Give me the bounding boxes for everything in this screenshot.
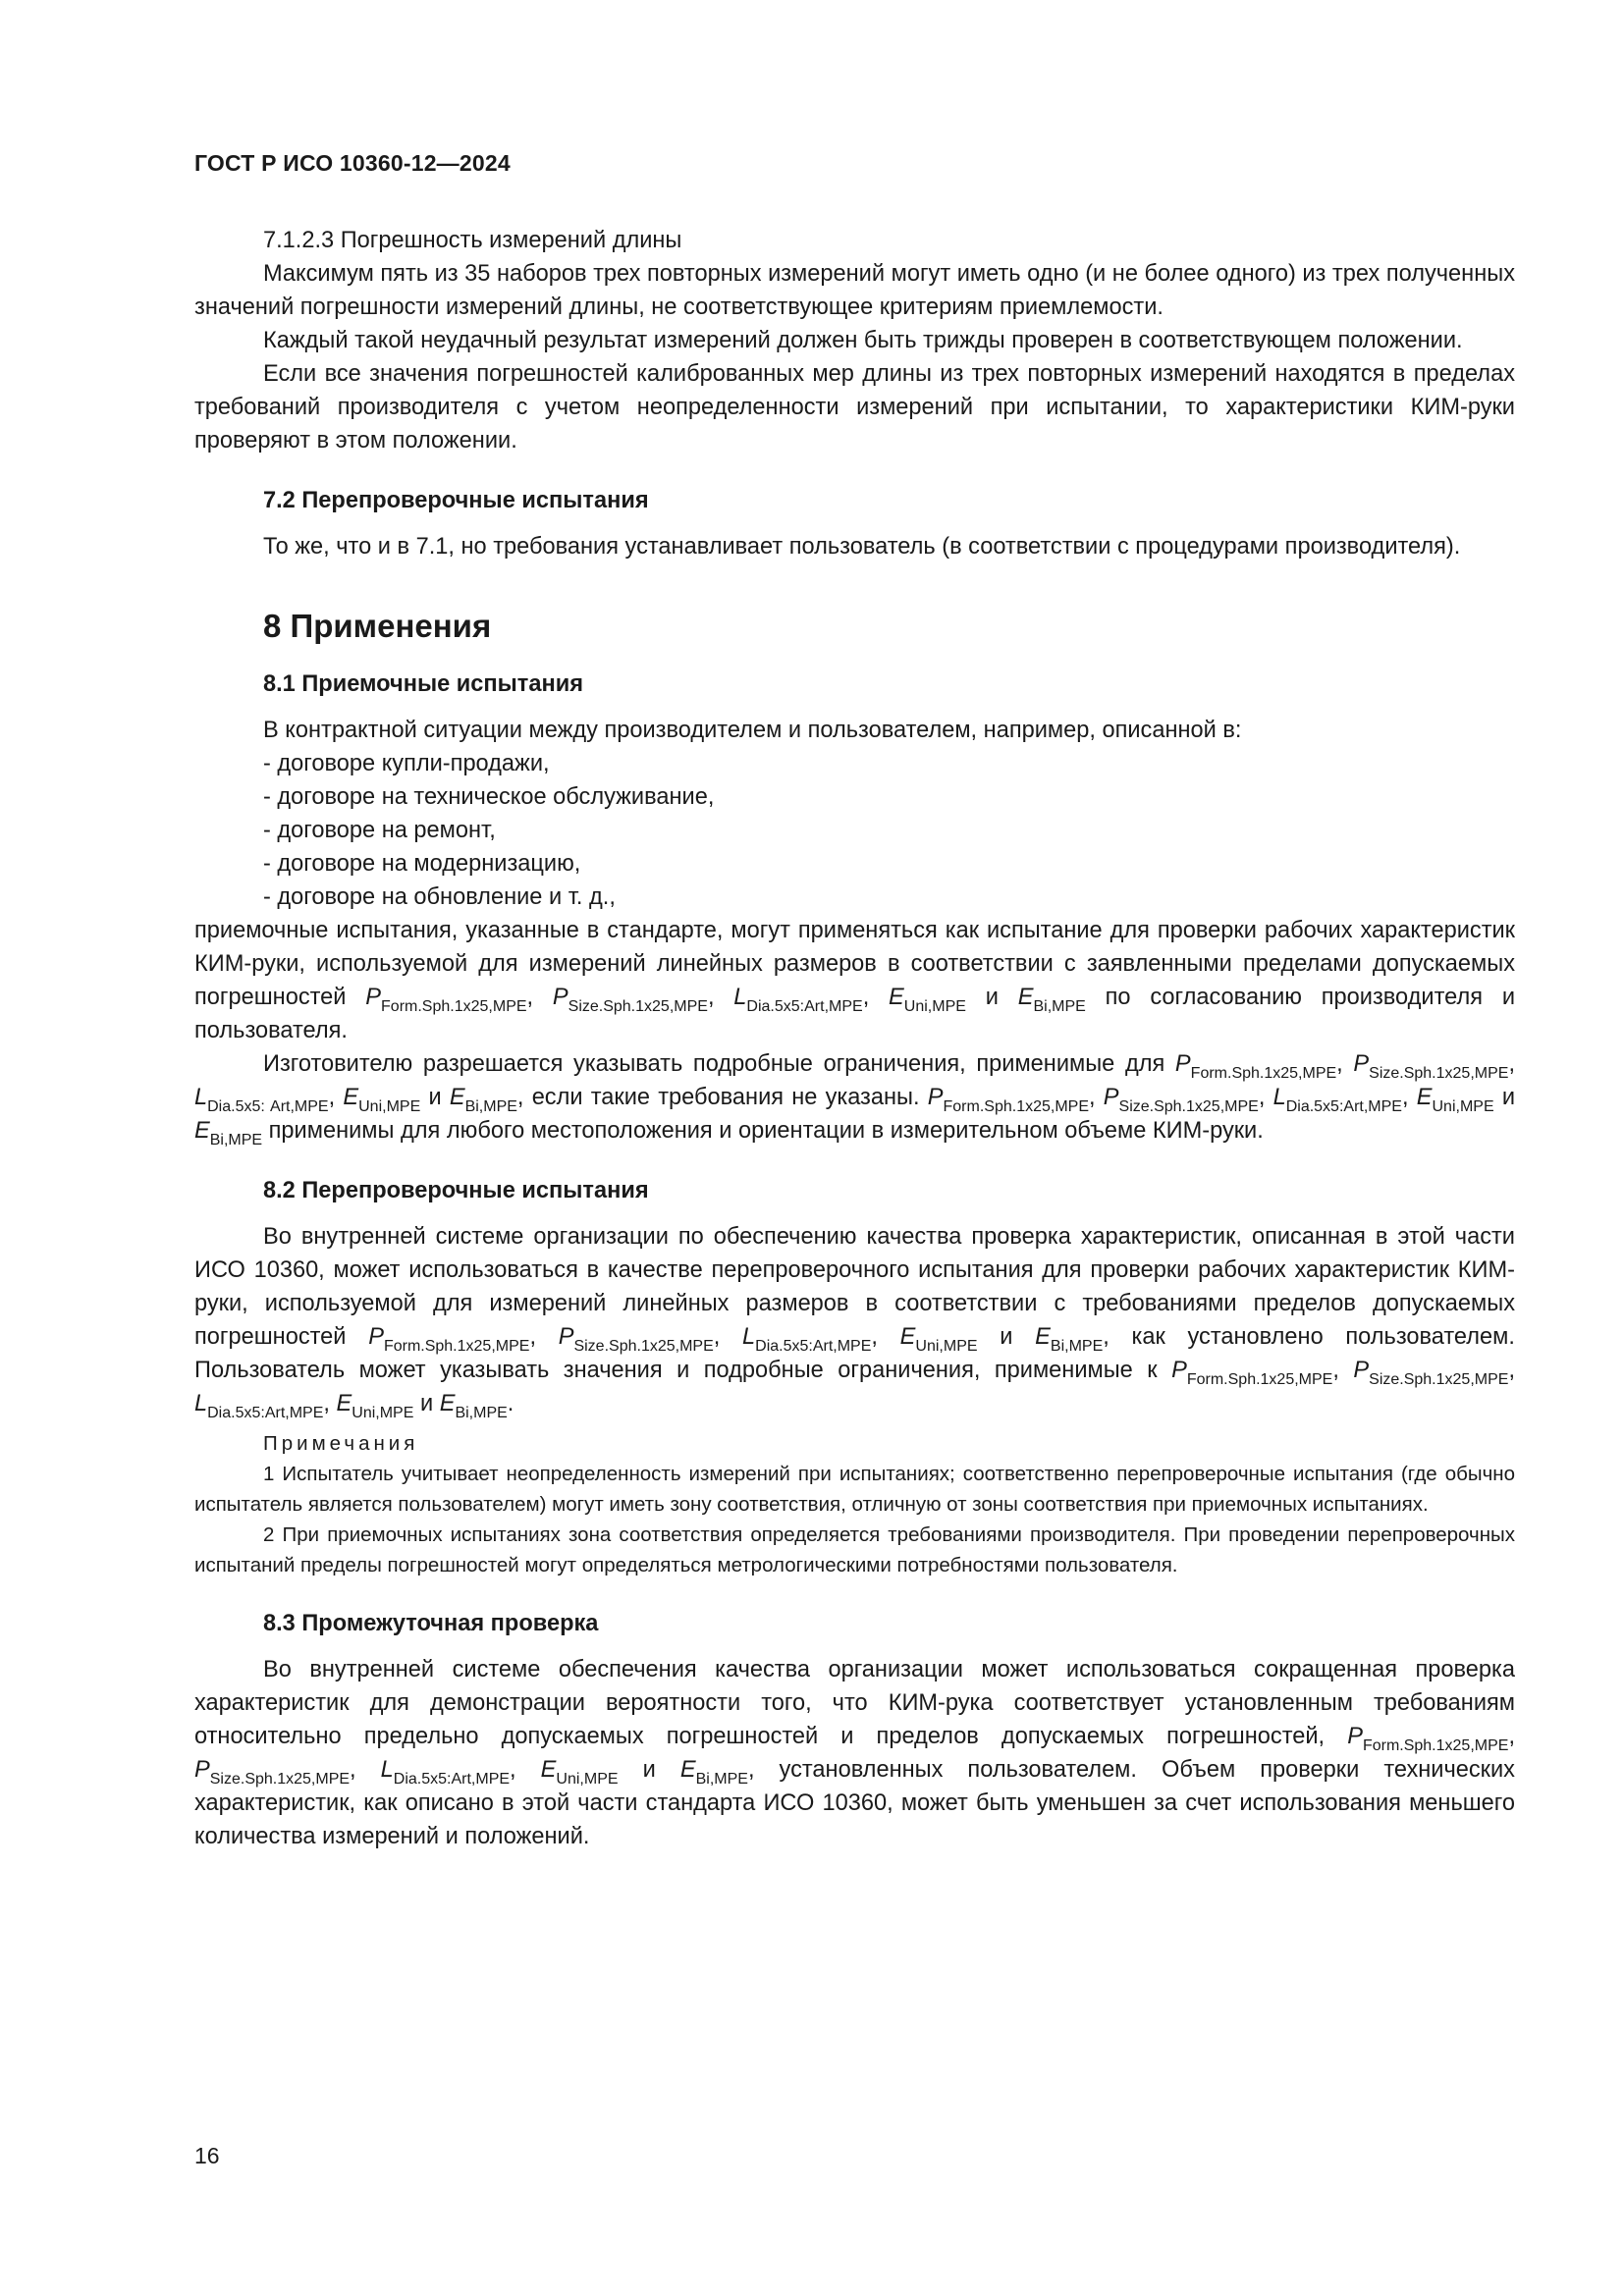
paragraph: Во внутренней системе обеспечения качества организации может использоваться сокращенная проверка характеристик для демонстрации вероятности того, что КИМ-рука соответствует установленным требованиям относительно предельно допускаемых погрешностей и пределов допускаемых погрешностей, $P_{Form.Sph.1x25,MPE}$, $P_{Size.Sph.1x25,MPE}$, $L_{Dia.5x5:Art,MPE}$, $E_{Uni,MPE}$ и $E_{Bi,MPE}$, установленных пользователем. Объем проверки технических характеристик, как описано в этой части стандарта ИСО 10360, может быть уменьшен за счет использования меньшего количества измерений и положений.	[194, 1657, 1515, 1849]
paragraph: Максимум пять из 35 наборов трех повторных измерений могут иметь одно (и не более одного) из трех полученных значений погрешности измерений длины, не соответствующее критериям приемлемости.	[194, 261, 1515, 320]
paragraph: В контрактной ситуации между производителем и пользователем, например, описанной в:	[263, 718, 1242, 743]
notes-block	[194, 1428, 1515, 1580]
section-heading-7-2: 7.2 Перепроверочные испытания	[263, 488, 649, 513]
chapter-heading-8: 8 Применения	[263, 608, 492, 644]
section-heading-8-1: 8.1 Приемочные испытания	[263, 671, 584, 697]
paragraph: Каждый такой неудачный результат измерений должен быть трижды проверен в соответствующем положении.	[263, 328, 1463, 353]
list-item: - договоре на модернизацию,	[263, 851, 581, 877]
section-heading-8-3: 8.3 Промежуточная проверка	[263, 1611, 599, 1636]
paragraph: То же, что и в 7.1, но требования устанавливает пользователь (в соответствии с процедурами производителя).	[263, 534, 1461, 560]
note-1: 1 Испытатель учитывает неопределенность измерений при испытаниях; соответственно перепроверочные испытания (где обычно испытатель является пользователем) могут иметь зону соответствия, отличную от зоны соответствия при приемочных испытаниях.	[194, 1463, 1515, 1516]
paragraph: Изготовителю разрешается указывать подробные ограничения, применимые для $P_{Form.Sph.1x25,MPE}$, $P_{Size.Sph.1x25,MPE}$, $L_{Dia.5x5: Art,MPE}$, $E_{Uni,MPE}$ и $E_{Bi,MPE}$, если такие требования не указаны. $P_{Form.Sph.1x25,MPE}$, $P_{Size.Sph.1x25,MPE}$, $L_{Dia.5x5:Art,MPE}$, $E_{Uni,MPE}$ и $E_{Bi,MPE}$ применимы для любого местоположения и ориентации в измерительном объеме КИМ-руки.	[194, 1051, 1515, 1148]
page-number: 16	[194, 2143, 220, 2168]
paragraph: Во внутренней системе организации по обеспечению качества проверка характеристик, описанная в этой части ИСО 10360, может использоваться в качестве перепроверочного испытания для проверки рабочих характеристик КИМ-руки, используемой для измерений линейных размеров в соответствии с требованиями пределов допускаемых погрешностей $P_{Form.Sph.1x25,MPE}$, $P_{Size.Sph.1x25,MPE}$, $L_{Dia.5x5:Art,MPE}$, $E_{Uni,MPE}$ и $E_{Bi,MPE}$, как установлено пользователем. Пользователь может указывать значения и подробные ограничения, применимые к $P_{Form.Sph.1x25,MPE}$, $P_{Size.Sph.1x25,MPE}$, $L_{Dia.5x5:Art,MPE}$, $E_{Uni,MPE}$ и $E_{Bi,MPE}$.	[194, 1224, 1515, 1421]
paragraph: приемочные испытания, указанные в стандарте, могут применяться как испытание для проверки рабочих характеристик КИМ-руки, используемой для измерений линейных размеров в соответствии с заявленными пределами допускаемых погрешностей $P_{Form.Sph.1x25,MPE}$, $P_{Size.Sph.1x25,MPE}$, $L_{Dia.5x5:Art,MPE}$, $E_{Uni,MPE}$ и $E_{Bi,MPE}$ по согласованию производителя и пользователя.	[194, 918, 1516, 1043]
notes-title: Примечания	[263, 1432, 419, 1455]
list-item: - договоре на ремонт,	[263, 818, 496, 843]
list-item: - договоре на техническое обслуживание,	[263, 784, 715, 810]
page-content	[194, 224, 1515, 1853]
subsection-heading-7-1-2-3: 7.1.2.3 Погрешность измерений длины	[263, 228, 682, 253]
document-header: ГОСТ Р ИСО 10360-12—2024	[194, 150, 511, 176]
paragraph: Если все значения погрешностей калиброванных мер длины из трех повторных измерений находятся в пределах требований производителя с учетом неопределенности измерений при испытании, то характеристики КИМ-руки проверяют в этом положении.	[194, 361, 1515, 454]
note-2: 2 При приемочных испытаниях зона соответствия определяется требованиями производителя. При проведении перепроверочных испытаний пределы погрешностей могут определяться метрологическими потребностями пользователя.	[194, 1523, 1515, 1576]
list-item: - договоре на обновление и т. д.,	[263, 884, 616, 910]
section-heading-8-2: 8.2 Перепроверочные испытания	[263, 1178, 649, 1203]
list-item: - договоре купли-продажи,	[263, 751, 550, 776]
